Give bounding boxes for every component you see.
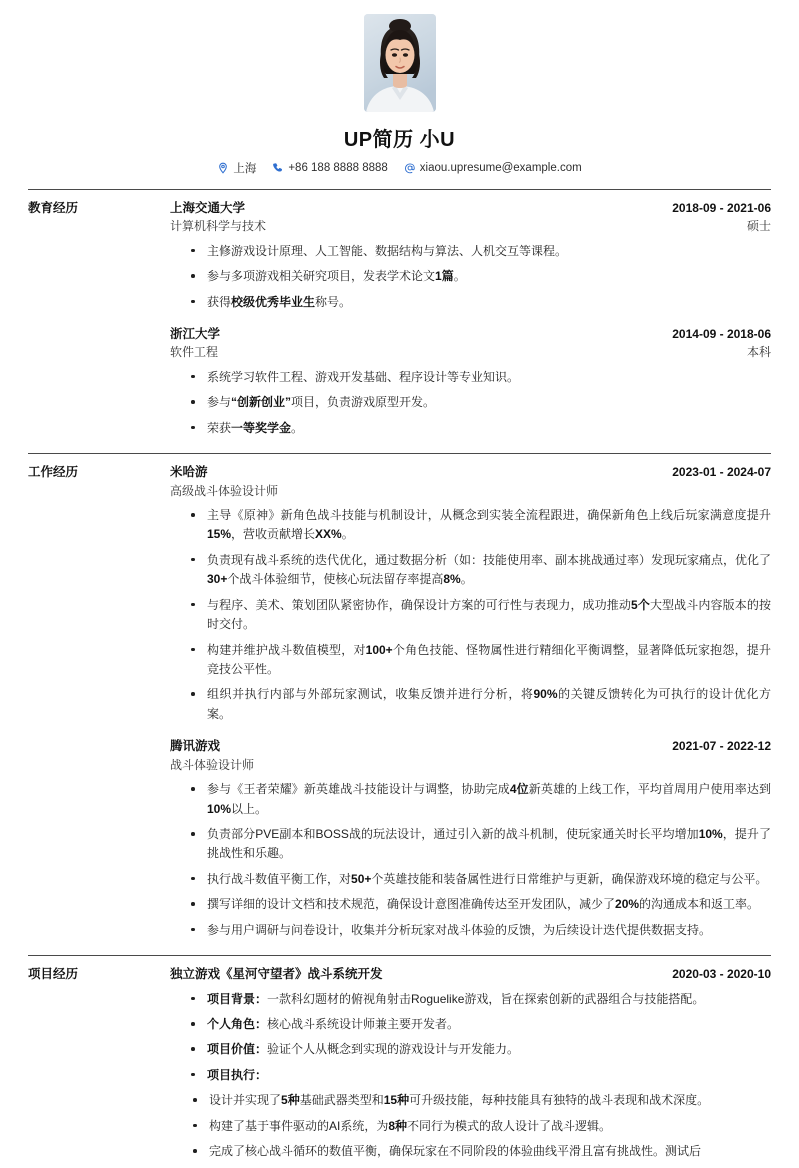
- bullet-item: 项目背景：一款科幻题材的俯视角射击Roguelike游戏，旨在探索创新的武器组合与技能搭配。: [186, 990, 771, 1009]
- bullet-item: 参与多项游戏相关研究项目，发表学术论文1篇。: [186, 267, 771, 286]
- entry-header: [170, 199, 771, 217]
- entry-subheader: [170, 757, 771, 774]
- bullet-item: 组织并执行内部与外部玩家测试，收集反馈并进行分析，将90%的关键反馈转化为可执行的设计优化方案。: [186, 685, 771, 724]
- location-pin-icon: [217, 162, 229, 174]
- at-email-icon: [404, 162, 416, 174]
- entry-subheader: [170, 344, 771, 361]
- entry-date: 2023-01 - 2024-07: [672, 465, 771, 480]
- bullet-item: 主修游戏设计原理、人工智能、数据结构与算法、人机交互等课程。: [186, 242, 771, 261]
- bullet-item: 系统学习软件工程、游戏开发基础、程序设计等专业知识。: [186, 368, 771, 387]
- bullet-list: [170, 990, 771, 1086]
- section-label: 项目经历: [28, 967, 79, 982]
- entry-subheader: [170, 483, 771, 500]
- entry-title: 上海交通大学: [170, 201, 246, 215]
- resume-entry: [170, 463, 771, 724]
- section-body: [170, 463, 771, 942]
- resume-header: [28, 0, 771, 176]
- bullet-list: [170, 780, 771, 940]
- section-label: 工作经历: [28, 465, 79, 480]
- bullet-item: 参与“创新创业”项目，负责游戏原型开发。: [186, 393, 771, 412]
- portrait-photo: [364, 14, 436, 112]
- bullet-item: 撰写详细的设计文档和技术规范，确保设计意图准确传达至开发团队，减少了20%的沟通成本和返工率。: [186, 895, 771, 914]
- entry-title: 浙江大学: [170, 327, 221, 342]
- bullet-item: 获得校级优秀毕业生称号。: [186, 293, 771, 312]
- bullet-list: [170, 506, 771, 724]
- resume-entry: [170, 325, 771, 438]
- resume-section: [28, 189, 771, 440]
- bullet-item: 与程序、美术、策划团队紧密协作，确保设计方案的可行性与表现力，成功推动5个大型战斗内容版本的按时交付。: [186, 596, 771, 635]
- entry-date: 2021-07 - 2022-12: [672, 739, 771, 754]
- resume-sections: [28, 189, 771, 1168]
- contact-phone-text: +86 188 8888 8888: [288, 162, 388, 174]
- bullet-item: 负责现有战斗系统的迭代优化，通过数据分析（如：技能使用率、副本挑战通过率）发现玩家痛点，优化了30+个战斗体验细节，使核心玩法留存率提高8%。: [186, 551, 771, 590]
- section-label: 教育经历: [28, 201, 79, 215]
- entry-degree: 本科: [746, 345, 771, 360]
- entry-header: [170, 325, 771, 343]
- bullet-item: 项目执行：: [186, 1066, 771, 1085]
- bullet-item: 参与《王者荣耀》新英雄战斗技能设计与调整，协助完成4位新英雄的上线工作，平均首周用户使用率达到10%以上。: [186, 780, 771, 819]
- resume-entry: [170, 737, 771, 940]
- entry-subtitle: 软件工程: [170, 345, 219, 360]
- resume-section: [28, 453, 771, 942]
- entry-header: [170, 965, 771, 983]
- bullet-list: [170, 368, 771, 438]
- sub-bullet-item: 设计并实现了5种基础武器类型和15种可升级技能，每种技能具有独特的战斗表现和战术深度。: [188, 1091, 771, 1110]
- contact-location: [217, 160, 256, 176]
- sub-bullet-item: 构建了基于事件驱动的AI系统，为8种不同行为模式的敌人设计了战斗逻辑。: [188, 1117, 771, 1136]
- contact-email: [404, 162, 582, 174]
- entry-date: 2020-03 - 2020-10: [672, 967, 771, 982]
- entry-title: 腾讯游戏: [170, 739, 221, 754]
- bullet-item: 项目价值：验证个人从概念到实现的游戏设计与开发能力。: [186, 1040, 771, 1059]
- contact-line: [28, 160, 771, 176]
- resume-entry: [170, 965, 771, 1161]
- entry-header: [170, 463, 771, 481]
- entry-subtitle: 高级战斗体验设计师: [170, 483, 279, 498]
- bullet-list: [170, 242, 771, 312]
- sub-bullet-list: [170, 1091, 771, 1161]
- contact-email-text: xiaou.upresume@example.com: [419, 162, 582, 174]
- contact-location-text: 上海: [233, 163, 257, 175]
- resume-section: [28, 955, 771, 1167]
- entry-subtitle: 计算机科学与技术: [170, 219, 267, 234]
- entry-date: 2018-09 - 2021-06: [672, 201, 771, 215]
- entry-title: 独立游戏《星河守望者》战斗系统开发: [170, 967, 383, 982]
- phone-icon: [272, 162, 284, 174]
- bullet-item: 主导《原神》新角色战斗技能与机制设计，从概念到实装全流程跟进，确保新角色上线后玩家满意度提升15%，营收贡献增长XX%。: [186, 506, 771, 545]
- entry-subheader: [170, 218, 771, 235]
- page-title: UP简历 小U: [343, 129, 456, 151]
- entry-degree: 硕士: [746, 219, 771, 234]
- entry-header: [170, 737, 771, 755]
- bullet-item: 执行战斗数值平衡工作，对50+个英雄技能和装备属性进行日常维护与更新，确保游戏环境的稳定与公平。: [186, 870, 771, 889]
- contact-phone: [272, 162, 387, 174]
- sub-bullet-item: 完成了核心战斗循环的数值平衡，确保玩家在不同阶段的体验曲线平滑且富有挑战性。测试后: [188, 1142, 771, 1161]
- section-body: [170, 199, 771, 440]
- entry-subtitle: 战斗体验设计师: [170, 757, 255, 772]
- entry-date: 2014-09 - 2018-06: [672, 327, 771, 342]
- bullet-item: 个人角色：核心战斗系统设计师兼主要开发者。: [186, 1015, 771, 1034]
- bullet-item: 参与用户调研与问卷设计，收集并分析玩家对战斗体验的反馈，为后续设计迭代提供数据支持。: [186, 921, 771, 940]
- section-body: [170, 965, 771, 1167]
- resume-entry: [170, 199, 771, 312]
- bullet-item: 构建并维护战斗数值模型，对100+个角色技能、怪物属性进行精细化平衡调整，显著降低玩家抱怨，提升竞技公平性。: [186, 641, 771, 680]
- entry-title: 米哈游: [170, 465, 208, 480]
- bullet-item: 负责部分PVE副本和BOSS战的玩法设计，通过引入新的战斗机制，使玩家通关时长平均增加10%，提升了挑战性和乐趣。: [186, 825, 771, 864]
- photo-wrapper: [28, 14, 771, 112]
- bullet-item: 荣获一等奖学金。: [186, 419, 771, 438]
